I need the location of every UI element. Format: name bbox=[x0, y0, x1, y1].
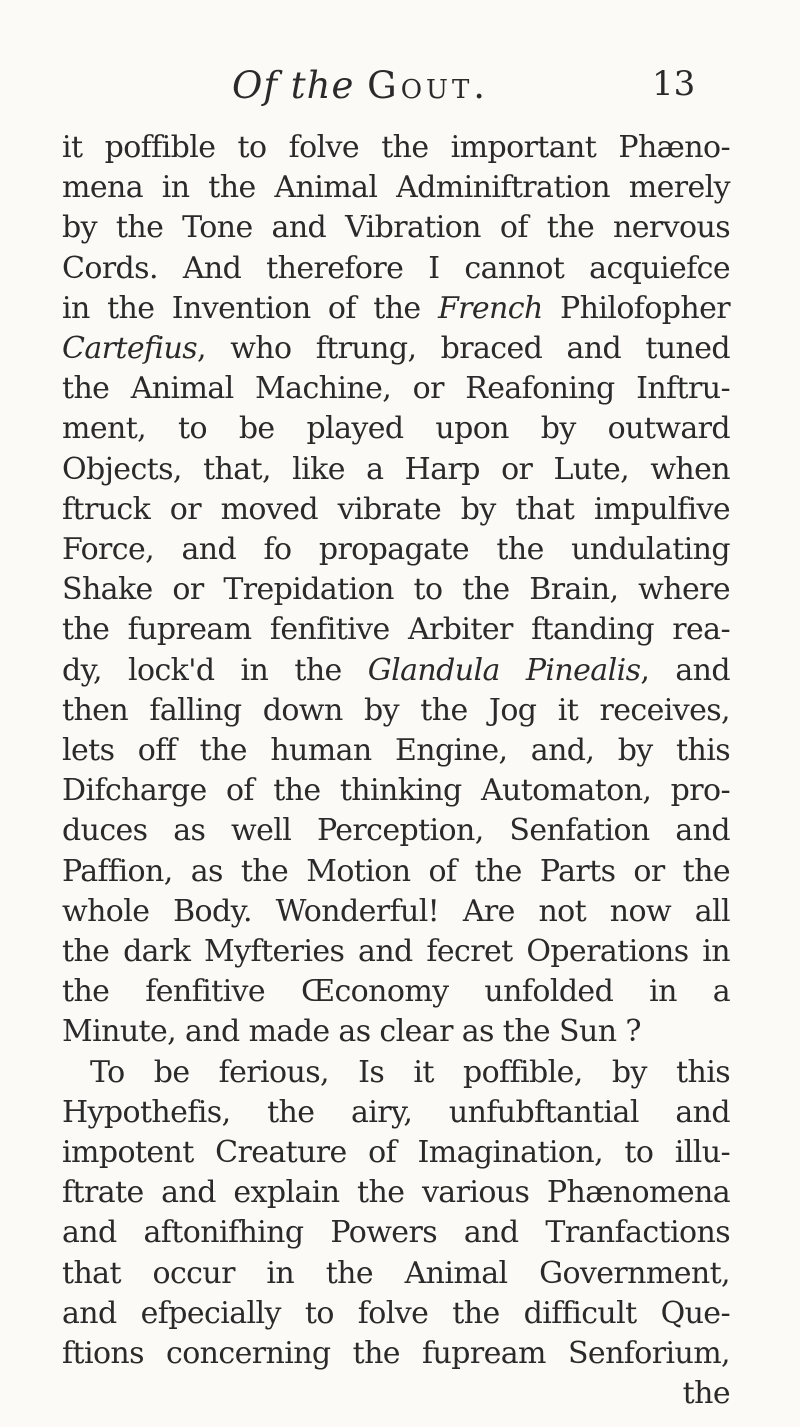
text-line bbox=[62, 570, 730, 610]
text-line-content: Objects, that, like a Harp or Lute, when bbox=[62, 451, 730, 487]
text-line bbox=[62, 731, 730, 771]
page-number: 13 bbox=[652, 64, 696, 104]
text-line bbox=[90, 1053, 730, 1093]
text-line-italic: Glandula Pinealis bbox=[367, 652, 641, 688]
text-line bbox=[62, 1254, 730, 1294]
text-line-content: lets off the human Engine, and, by this bbox=[62, 733, 730, 768]
text-line-italic: French bbox=[437, 290, 543, 326]
text-line-content: ment, to be played upon by outward bbox=[62, 411, 730, 447]
text-line-content: the Animal Machine, or Reafoning Inftru- bbox=[62, 371, 730, 407]
text-line-content: the dark Myfteries and fecret Operations in bbox=[62, 934, 730, 969]
text-line bbox=[62, 1334, 730, 1374]
text-line bbox=[62, 208, 730, 248]
text-line bbox=[62, 168, 730, 208]
text-line-roman: , who ftrung, braced and tuned bbox=[197, 331, 730, 366]
running-head bbox=[232, 64, 489, 107]
text-line-content: Force, and fo propagate the undulating bbox=[62, 532, 730, 567]
running-head-prefix: Of the bbox=[232, 64, 355, 107]
text-line-content: mena in the Animal Adminiftration merely bbox=[62, 170, 730, 206]
text-line bbox=[62, 852, 730, 892]
text-line bbox=[62, 329, 730, 369]
text-line-roman: Philofopher bbox=[542, 290, 730, 326]
text-line-content: the fupream fenfitive Arbiter ftanding rea- bbox=[62, 612, 730, 648]
text-line bbox=[62, 409, 730, 449]
text-line bbox=[62, 249, 730, 289]
text-line bbox=[62, 932, 730, 972]
text-line bbox=[62, 1133, 730, 1173]
text-line bbox=[62, 1093, 730, 1133]
text-line-content: the fenfitive Œconomy unfolded in a bbox=[62, 974, 730, 1010]
text-line bbox=[62, 651, 730, 691]
text-line bbox=[62, 1173, 730, 1213]
text-line-content: Shake or Trepidation to the Brain, where bbox=[62, 572, 730, 608]
text-line-content: ftions concerning the fupream Senforium, bbox=[62, 1336, 730, 1371]
text-line bbox=[62, 128, 730, 168]
text-line bbox=[62, 1012, 730, 1052]
page-header bbox=[0, 64, 800, 114]
text-line-roman: in the Invention of the bbox=[62, 290, 438, 326]
text-line-content: Difcharge of the thinking Automaton, pro- bbox=[62, 773, 730, 809]
text-line-content: whole Body. Wonderful! Are not now all bbox=[62, 893, 730, 929]
running-head-title: Gout. bbox=[367, 64, 490, 107]
text-line bbox=[62, 610, 730, 650]
text-line-content: it poffible to folve the important Phæno- bbox=[62, 130, 730, 165]
text-line-content: that occur in the Animal Government, bbox=[62, 1255, 730, 1291]
text-line-content: and aftonifhing Powers and Tranfactions bbox=[62, 1215, 730, 1251]
text-line-content: Minute, and made as clear as the Sun ? bbox=[62, 1014, 641, 1050]
text-line bbox=[62, 1213, 730, 1253]
text-line-content: ftrate and explain the various Phænomena bbox=[62, 1175, 730, 1211]
text-line-content: Paffion, as the Motion of the Parts or the bbox=[62, 853, 730, 889]
text-line-content: impotent Creature of Imagination, to illu- bbox=[62, 1135, 730, 1170]
text-line bbox=[62, 1294, 730, 1334]
text-line bbox=[62, 289, 730, 329]
text-line-content: Cords. And therefore I cannot acquiefce bbox=[62, 250, 730, 286]
text-line bbox=[62, 490, 730, 530]
text-line bbox=[62, 892, 730, 932]
catchword: the bbox=[682, 1376, 730, 1412]
text-line bbox=[62, 771, 730, 811]
text-line bbox=[62, 369, 730, 409]
text-line-content: Hypothefis, the airy, unfubftantial and bbox=[62, 1094, 730, 1130]
text-line bbox=[62, 972, 730, 1012]
text-line bbox=[62, 450, 730, 490]
text-line-content: and efpecially to folve the difficult Que- bbox=[62, 1295, 730, 1331]
text-line-content: To be ferious, Is it poffible, by this bbox=[90, 1054, 730, 1090]
text-line-content: by the Tone and Vibration of the nervous bbox=[62, 210, 730, 246]
text-line bbox=[62, 530, 730, 570]
text-line-roman: dy, lock'd in the bbox=[62, 652, 368, 688]
text-line-italic: Cartefius bbox=[62, 331, 198, 366]
text-line-content: duces as well Perception, Senfation and bbox=[62, 813, 730, 849]
text-line-content: ftruck or moved vibrate by that impulfive bbox=[62, 491, 730, 527]
text-line bbox=[62, 811, 730, 851]
text-line-roman: , and bbox=[640, 652, 731, 688]
text-line bbox=[62, 691, 730, 731]
text-line-content: then falling down by the Jog it receives, bbox=[62, 692, 730, 728]
